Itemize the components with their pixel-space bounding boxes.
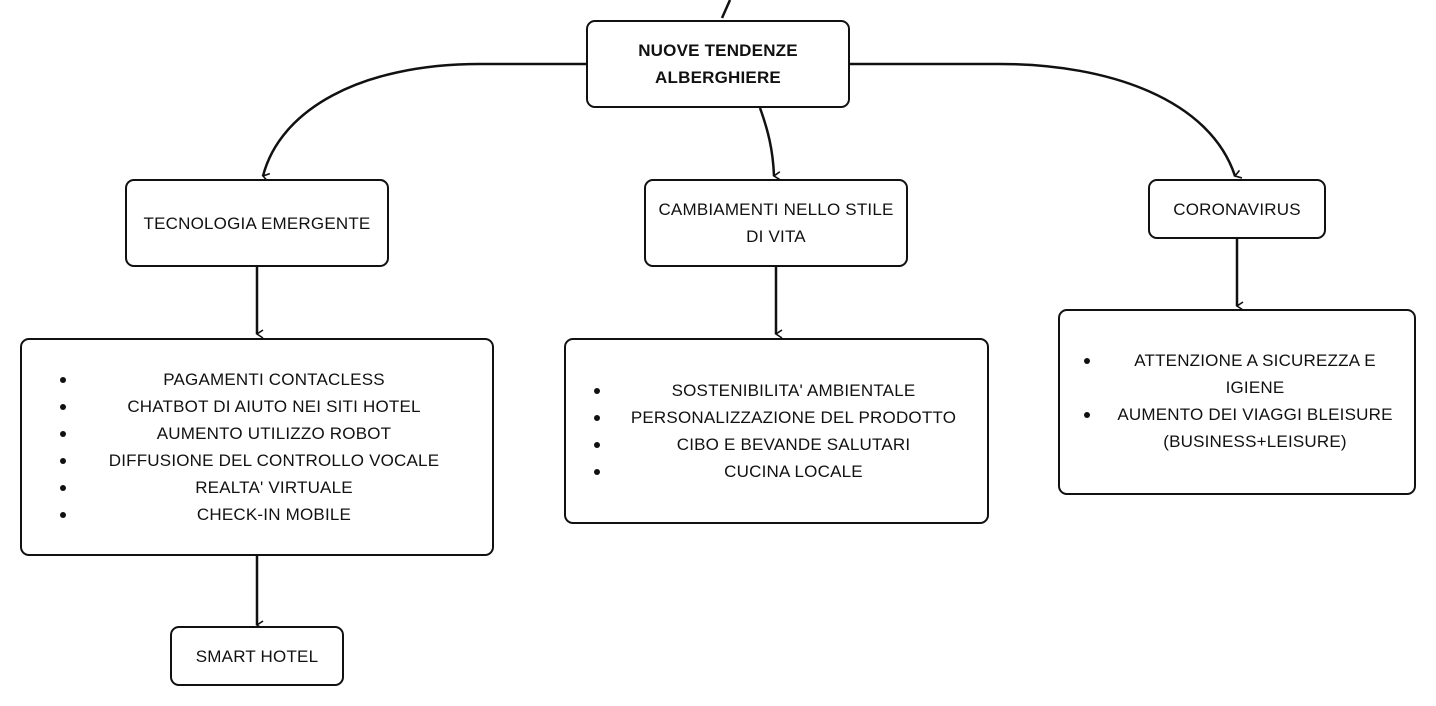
stile-vita-title-line1: CAMBIAMENTI NELLO STILE — [658, 200, 894, 219]
list-item: CHECK-IN MOBILE — [82, 501, 472, 528]
tecnologia-list-node[interactable] — [20, 338, 494, 556]
list-item: CUCINA LOCALE — [616, 458, 977, 485]
list-item: AUMENTO UTILIZZO ROBOT — [82, 420, 472, 447]
list-item-line: (BUSINESS+LEISURE) — [1163, 432, 1347, 451]
coronavirus-title: CORONAVIRUS — [1173, 199, 1301, 219]
coronavirus-list — [1060, 347, 1414, 455]
list-item — [1106, 401, 1410, 455]
list-item-line: ATTENZIONE A SICUREZZA E — [1134, 351, 1376, 370]
connector-root-coronavirus — [849, 64, 1235, 176]
list-item: CIBO E BEVANDE SALUTARI — [616, 431, 977, 458]
list-item: PAGAMENTI CONTACLESS — [82, 366, 472, 393]
tecnologia-title: TECNOLOGIA EMERGENTE — [143, 213, 371, 233]
stile-vita-title-line2: DI VITA — [746, 227, 806, 246]
coronavirus-node[interactable] — [1148, 179, 1326, 239]
list-item-line: AUMENTO DEI VIAGGI BLEISURE — [1117, 405, 1393, 424]
smart-hotel-node[interactable] — [170, 626, 344, 686]
connector-root-tecnologia — [263, 64, 587, 176]
stile-vita-node[interactable] — [644, 179, 908, 267]
list-item: REALTA' VIRTUALE — [82, 474, 472, 501]
tecnologia-node[interactable] — [125, 179, 389, 267]
incoming-connector — [722, 0, 730, 18]
root-title-line1: NUOVE TENDENZE — [638, 41, 798, 60]
stile-vita-list-node[interactable] — [564, 338, 989, 524]
list-item: DIFFUSIONE DEL CONTROLLO VOCALE — [82, 447, 472, 474]
coronavirus-list-node[interactable] — [1058, 309, 1416, 495]
root-title-line2: ALBERGHIERE — [655, 68, 781, 87]
root-node[interactable] — [586, 20, 850, 108]
stile-vita-list — [566, 377, 987, 485]
list-item: PERSONALIZZAZIONE DEL PRODOTTO — [616, 404, 977, 431]
list-item-line: IGIENE — [1225, 378, 1285, 397]
connector-root-stile-vita — [760, 108, 774, 176]
list-item: CHATBOT DI AIUTO NEI SITI HOTEL — [82, 393, 472, 420]
list-item: SOSTENIBILITA' AMBIENTALE — [616, 377, 977, 404]
list-item — [1106, 347, 1410, 401]
tecnologia-list — [22, 366, 492, 528]
smart-hotel-title: SMART HOTEL — [195, 646, 319, 666]
